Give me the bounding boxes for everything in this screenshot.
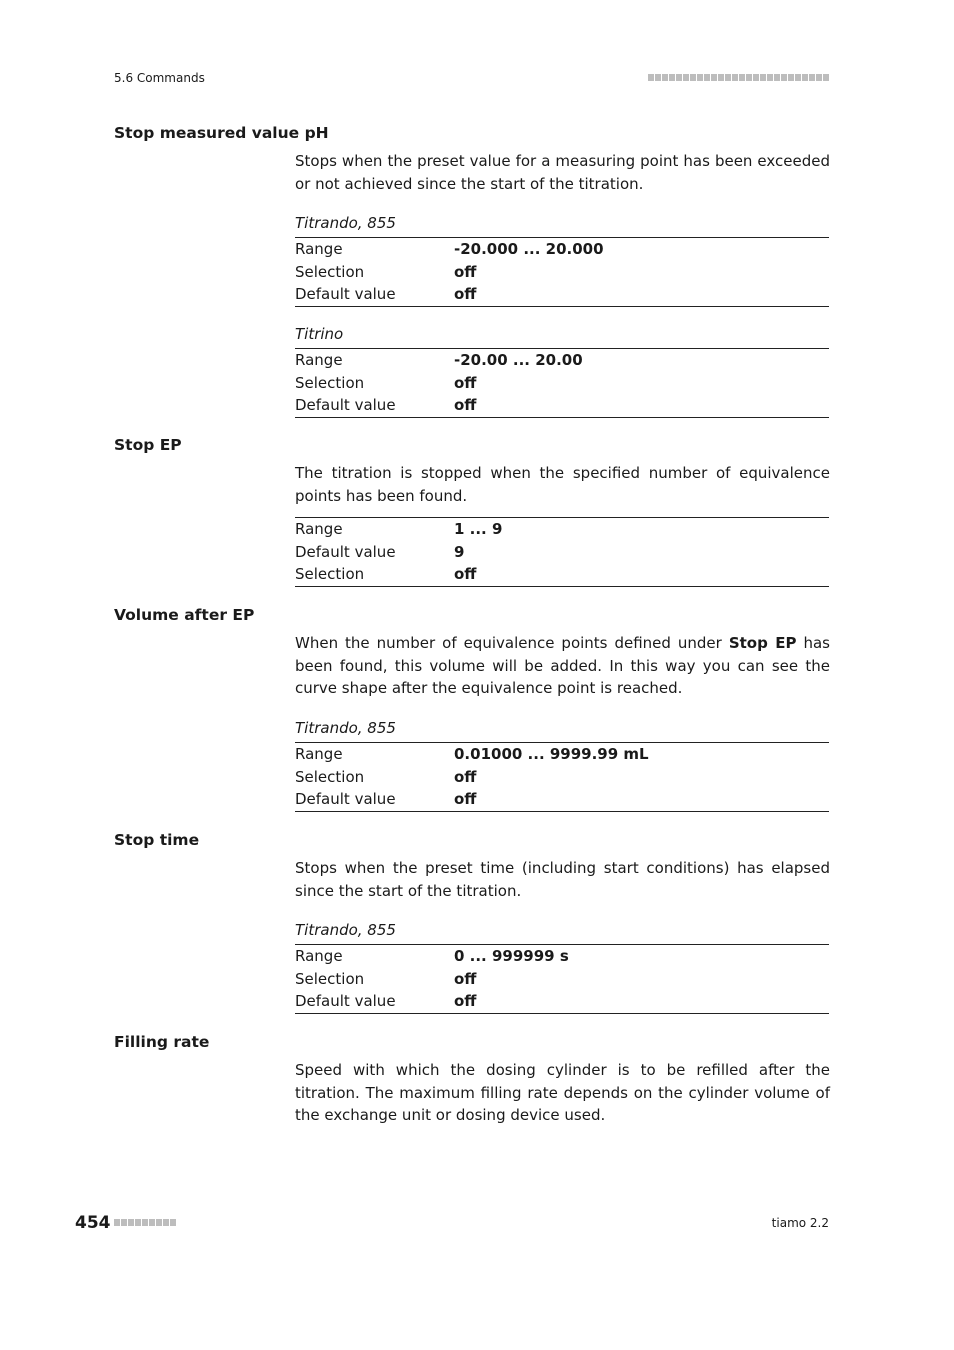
parameter-table (295, 944, 829, 1014)
section-title-stop-ep: Stop EP (114, 436, 182, 454)
table-row (295, 563, 829, 586)
row-value: 1 ... 9 (454, 520, 503, 538)
paragraph-text: has been found, this volume will be added. In this way you can see the curve shape after the equivalence point is reached. (295, 634, 830, 697)
row-value: off (454, 373, 477, 392)
table-row (295, 518, 829, 541)
footer-decorative-dots (114, 1219, 182, 1227)
row-key: Range (295, 240, 343, 258)
row-value: 0 ... 999999 s (454, 947, 569, 965)
table-row (295, 372, 829, 395)
row-key: Range (295, 520, 343, 538)
page-number: 454 (75, 1213, 111, 1233)
section-paragraph: Speed with which the dosing cylinder is to be refilled after the titration. The maximum filling rate depends on the cylinder volume of the exchange unit or dosing device used. (295, 1061, 830, 1124)
row-value: 9 (454, 542, 465, 561)
row-value: off (454, 565, 477, 583)
parameter-table (295, 237, 829, 307)
section-title-volume-after-ep: Volume after EP (114, 606, 255, 624)
running-header-section: 5.6 Commands (114, 71, 205, 85)
row-key: Selection (295, 565, 365, 583)
row-key: Selection (295, 969, 365, 988)
table-row (295, 945, 829, 968)
row-key: Default value (295, 285, 396, 303)
row-key: Selection (295, 373, 365, 392)
paragraph-bold-reference: Stop EP (728, 634, 797, 652)
row-key: Range (295, 745, 343, 763)
table-caption: Titrino (295, 325, 344, 343)
table-caption: Titrando, 855 (295, 921, 396, 939)
row-value: 0.01000 ... 9999.99 mL (454, 745, 649, 763)
row-key: Range (295, 947, 343, 965)
parameter-table (295, 348, 829, 418)
row-key: Default value (295, 790, 396, 808)
row-value: off (454, 262, 477, 281)
row-key: Default value (295, 992, 396, 1010)
row-key: Default value (295, 396, 396, 414)
table-caption: Titrando, 855 (295, 214, 396, 232)
section-paragraph (295, 632, 830, 700)
section-paragraph: Stops when the preset value for a measuring point has been exceeded or not achieved since the start of the titration. (295, 152, 830, 193)
row-value: -20.000 ... 20.000 (454, 240, 604, 258)
row-value: off (454, 790, 477, 808)
table-row (295, 743, 829, 766)
parameter-table (295, 517, 829, 587)
footer-product: tiamo 2.2 (771, 1216, 829, 1230)
row-value: off (454, 969, 477, 988)
table-row (295, 788, 829, 811)
table-row (295, 283, 829, 306)
table-row (295, 349, 829, 372)
row-key: Selection (295, 262, 365, 281)
row-value: off (454, 396, 477, 414)
section-paragraph: Stops when the preset time (including start conditions) has elapsed since the start of the titration. (295, 859, 830, 900)
table-row (295, 261, 829, 284)
table-row (295, 238, 829, 261)
table-row (295, 990, 829, 1013)
row-value: off (454, 767, 477, 786)
row-key: Range (295, 351, 343, 369)
table-row (295, 541, 829, 564)
row-value: off (454, 992, 477, 1010)
parameter-table (295, 742, 829, 812)
row-value: off (454, 285, 477, 303)
section-paragraph: The titration is stopped when the specified number of equivalence points has been found. (295, 464, 830, 505)
paragraph-text: When the number of equivalence points defined under (295, 634, 729, 652)
row-value: -20.00 ... 20.00 (454, 351, 583, 369)
section-title-filling-rate: Filling rate (114, 1033, 210, 1051)
header-decorative-dots (648, 74, 829, 82)
table-row (295, 968, 829, 991)
section-title-stop-time: Stop time (114, 831, 200, 849)
section-title-stop-measured-value-ph: Stop measured value pH (114, 124, 329, 142)
row-key: Selection (295, 767, 365, 786)
row-key: Default value (295, 542, 396, 561)
table-row (295, 394, 829, 417)
table-row (295, 766, 829, 789)
table-caption: Titrando, 855 (295, 719, 396, 737)
